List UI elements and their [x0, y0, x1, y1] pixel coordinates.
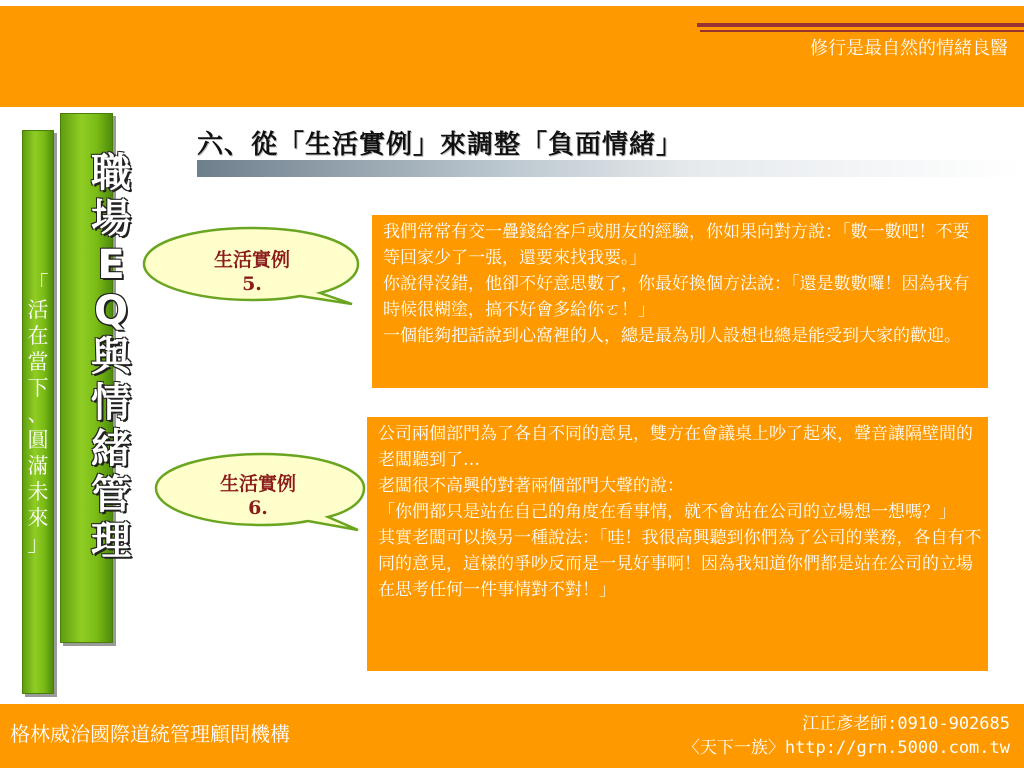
subtitle-vertical-bar — [22, 130, 54, 694]
example-paragraph: 我們常常有交一疊錢給客戶或朋友的經驗，你如果向對方說：「數一數吧！不要等回家少了一張，還要來找我要。」 — [383, 222, 970, 268]
phone-number: :0910-902685 — [887, 714, 1010, 734]
speech-bubble-example-6 — [152, 452, 377, 532]
teacher-name: 江正彥老師 — [802, 714, 888, 734]
header-decor-line — [700, 30, 1024, 32]
example-5-text-box — [372, 215, 988, 388]
footer-band — [0, 704, 1024, 768]
example-paragraph: 老闆很不高興的對著兩個部門大聲的說： — [378, 476, 684, 496]
main-title-vertical-text: 職 場 E Q 與 情 緒 管 理 — [91, 150, 131, 564]
example-paragraph: 其實老闆可以換另一種說法：「哇！我很高興聽到你們為了公司的業務，各自有不同的意見，這樣的爭吵反而是一見好事啊！因為我知道你們都是站在公司的立場在思考任何一件事情對不對！」 — [378, 528, 982, 600]
website-link[interactable]: http://grn.5000.com.tw — [784, 738, 1010, 758]
nickname: 〈天下一族〉 — [682, 738, 785, 758]
organization-name: 格林威治國際道統管理顧問機構 — [10, 722, 290, 746]
example-label: 生活實例 5. — [213, 249, 290, 295]
slide-title: 六、從「生活實例」來調整「負面情緒」 — [197, 130, 684, 160]
example-paragraph: 「你們都只是站在自己的角度在看事情，就不會站在公司的立場想一想嗎？」 — [378, 502, 956, 522]
contact-info — [683, 712, 1010, 760]
header-band — [0, 6, 1024, 107]
title-underline-gradient — [197, 160, 1024, 177]
header-motto: 修行是最自然的情緒良醫 — [810, 38, 1008, 59]
example-label: 生活實例 6. — [219, 473, 296, 519]
speech-bubble-example-5 — [140, 226, 365, 306]
example-paragraph: 你說得沒錯，他卻不好意思數了，你最好換個方法說：「還是數數囉！因為我有時候很糊塗，搞不好會多給你ㄛ！」 — [383, 274, 970, 320]
example-paragraph: 一個能夠把話說到心窩裡的人，總是最為別人設想也總是能受到大家的歡迎。 — [383, 326, 961, 346]
subtitle-vertical-text: 「 活 在 當 下 、 圓 滿 未 來 」 — [27, 272, 49, 556]
header-decor-line — [697, 23, 1024, 27]
example-paragraph: 公司兩個部門為了各自不同的意見，雙方在會議桌上吵了起來，聲音讓隔壁間的老闆聽到了… — [378, 424, 973, 470]
example-6-text-box — [367, 417, 988, 671]
